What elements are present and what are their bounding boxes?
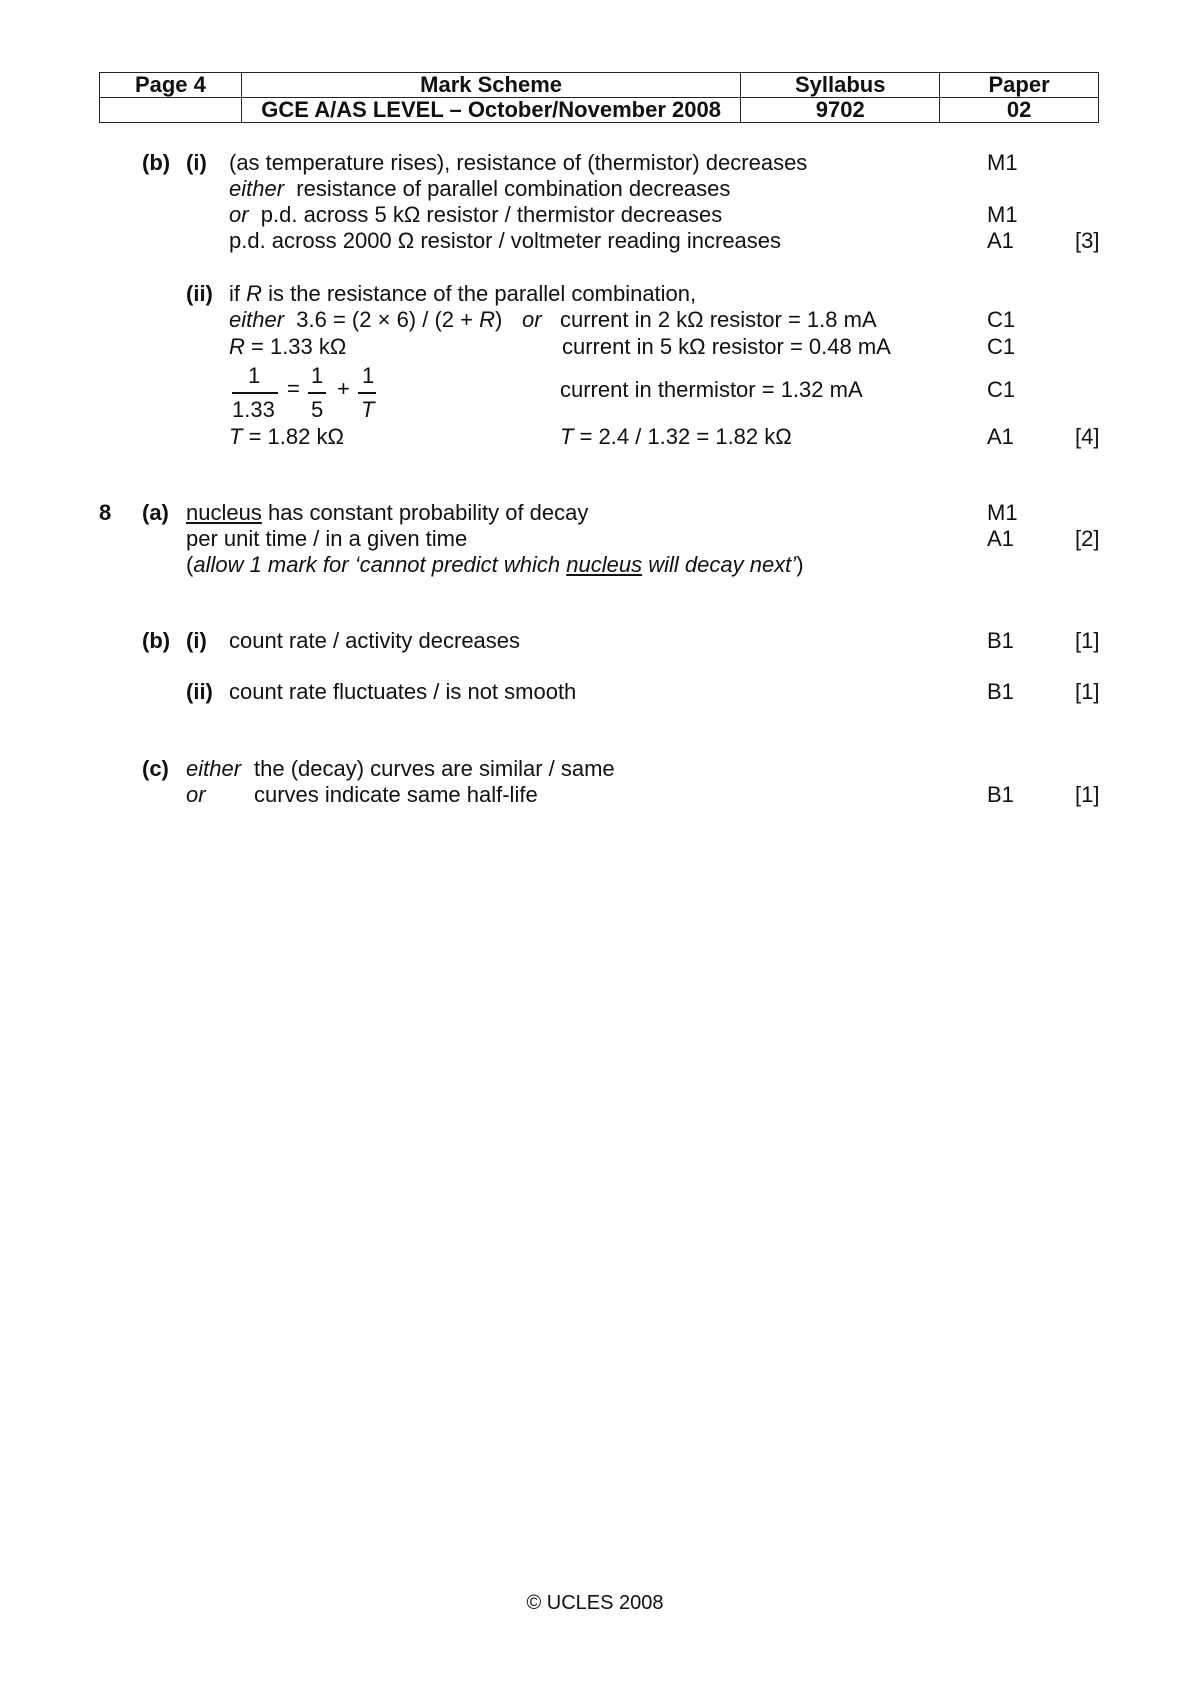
q8c-label: (c) <box>142 756 169 781</box>
q7b-ii-mark4: A1 <box>987 424 1014 449</box>
t-val: = 1.82 kΩ <box>242 424 344 449</box>
frac-plus: + <box>337 376 350 401</box>
q8a-line2: per unit time / in a given time <box>186 526 468 551</box>
q8b-ii-text: count rate fluctuates / is not smooth <box>229 679 577 704</box>
nucleus-word: nucleus <box>186 500 262 525</box>
frac1-den: 1.33 <box>232 397 275 422</box>
frac2-num: 1 <box>311 363 324 388</box>
q8a-line3-c: will decay next’ <box>642 552 797 577</box>
paren-close: ) <box>796 552 804 577</box>
q8a-mark1: M1 <box>987 500 1018 525</box>
either-word: either <box>229 307 285 332</box>
q7b-part-label: (b) <box>142 150 171 175</box>
q8b-label: (b) <box>142 628 171 653</box>
q8c-line2: curves indicate same half-life <box>254 782 538 807</box>
q7b-i-mark1: M1 <box>987 150 1018 175</box>
q8b-i-label: (i) <box>186 628 207 653</box>
header-paper: Paper <box>940 73 1099 98</box>
q8-number: 8 <box>99 500 112 525</box>
header-syllabus-code: 9702 <box>741 98 940 123</box>
header-blank <box>100 98 242 123</box>
eq1-r: R <box>479 307 495 332</box>
header-table <box>99 72 1099 123</box>
footer-copyright: © UCLES 2008 <box>526 1592 664 1614</box>
intro-r: R <box>246 281 263 306</box>
q7b-i-line2-text: resistance of parallel combination decreases <box>296 176 731 201</box>
q8b-ii-mark: B1 <box>987 679 1014 704</box>
or-word: or <box>229 202 249 227</box>
frac-equals: = <box>287 376 300 401</box>
q8b-i-total: [1] <box>1075 628 1100 653</box>
q8b-ii-label: (ii) <box>186 679 213 704</box>
q8c-line1: the (decay) curves are similar / same <box>254 756 615 781</box>
q8c-total: [1] <box>1075 782 1100 807</box>
q7b-i-label: (i) <box>186 150 207 175</box>
q7b-i-line2 <box>229 176 730 202</box>
q8a-line3 <box>186 552 804 578</box>
header-level: GCE A/AS LEVEL – October/November 2008 <box>241 98 740 123</box>
q8c-either: either <box>186 756 242 781</box>
frac2-den: 5 <box>311 397 324 422</box>
header-mark-scheme: Mark Scheme <box>241 73 740 98</box>
q7b-ii-mark1: C1 <box>987 307 1016 332</box>
t-sym: T <box>229 424 243 449</box>
q7b-ii-total: [4] <box>1075 424 1100 449</box>
frac3-line <box>358 392 376 394</box>
frac3-num: 1 <box>362 363 375 388</box>
q7b-i-line3 <box>229 202 722 228</box>
q8b-ii-total: [1] <box>1075 679 1100 704</box>
q8a-label: (a) <box>142 500 169 525</box>
q8b-i-mark: B1 <box>987 628 1014 653</box>
q7b-ii-alt1: current in 2 kΩ resistor = 1.8 mA <box>560 307 877 332</box>
q7b-ii-alt3: current in thermistor = 1.32 mA <box>560 377 863 402</box>
nucleus-word-2: nucleus <box>566 552 643 577</box>
q8a-total: [2] <box>1075 526 1100 551</box>
r-sym: R <box>229 334 245 359</box>
q7b-ii-eq1 <box>229 307 502 333</box>
q7b-i-line3-text: p.d. across 5 kΩ resistor / thermistor decreases <box>260 202 723 227</box>
header-page: Page 4 <box>100 73 242 98</box>
q8a-mark2: A1 <box>987 526 1014 551</box>
either-word: either <box>229 176 285 201</box>
intro-b: is the resistance of the parallel combination, <box>262 281 697 306</box>
q7b-ii-intro <box>229 281 696 307</box>
q7b-ii-alt2: current in 5 kΩ resistor = 0.48 mA <box>562 334 891 359</box>
q8a-line3-a: allow 1 mark for ‘cannot predict which <box>193 552 567 577</box>
intro-a: if <box>229 281 247 306</box>
q8a-line1-text: has constant probability of decay <box>261 500 589 525</box>
q7b-ii-mark3: C1 <box>987 377 1016 402</box>
header-syllabus: Syllabus <box>741 73 940 98</box>
q7b-i-line1: (as temperature rises), resistance of (thermistor) decreases <box>229 150 808 175</box>
frac1-num: 1 <box>248 363 261 388</box>
q7b-i-line4: p.d. across 2000 Ω resistor / voltmeter reading increases <box>229 228 782 253</box>
q8b-i-text: count rate / activity decreases <box>229 628 521 653</box>
frac3-den: T <box>361 397 375 422</box>
q7b-ii-mark2: C1 <box>987 334 1016 359</box>
q7b-i-mark2: M1 <box>987 202 1018 227</box>
eq1-b: ) <box>495 307 503 332</box>
q8c-mark: B1 <box>987 782 1014 807</box>
q7b-i-mark3: A1 <box>987 228 1014 253</box>
q8a-line1 <box>186 500 588 526</box>
frac1-line <box>232 392 278 394</box>
q8c-or: or <box>186 782 206 807</box>
r-val: = 1.33 kΩ <box>244 334 347 359</box>
q7b-ii-r-line <box>229 334 346 360</box>
eq1-a: 3.6 = (2 × 6) / (2 + <box>296 307 480 332</box>
q7b-ii-label: (ii) <box>186 281 213 306</box>
alt4-val: = 2.4 / 1.32 = 1.82 kΩ <box>573 424 792 449</box>
header-paper-code: 02 <box>940 98 1099 123</box>
q7b-ii-or: or <box>522 307 542 332</box>
alt4-sym: T <box>560 424 574 449</box>
q7b-ii-t-line <box>229 424 344 450</box>
frac2-line <box>308 392 326 394</box>
q7b-i-total: [3] <box>1075 228 1100 253</box>
paren-open: ( <box>186 552 194 577</box>
q7b-ii-alt4 <box>560 424 792 450</box>
